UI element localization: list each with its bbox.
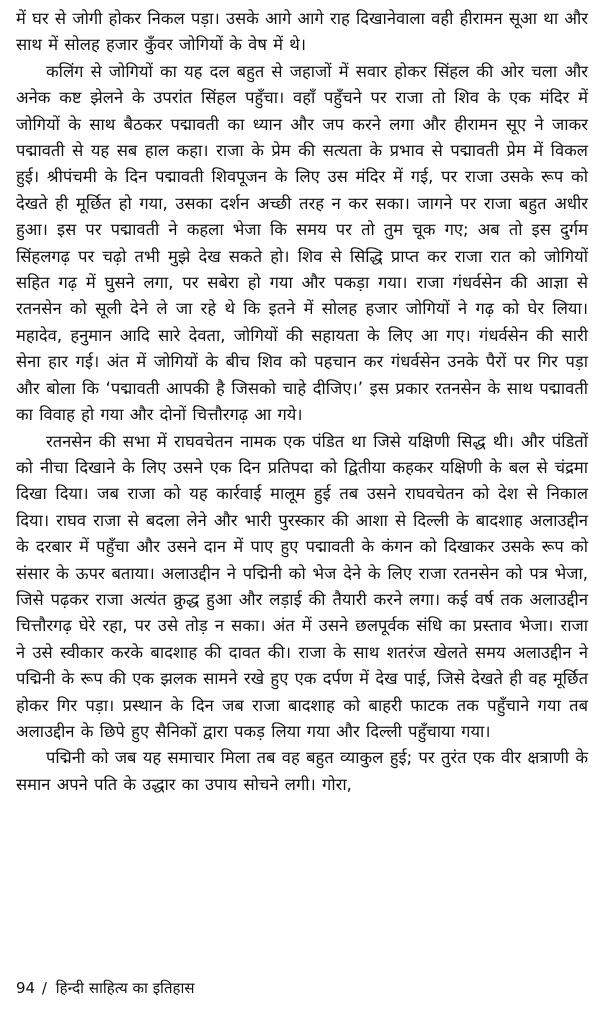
paragraph-continuation: में घर से जोगी होकर निकल पड़ा। उसके आगे आगे राह दिखानेवाला वही हीरामन सूआ था और साथ में सोलह हजार कुँवर जोगियों के वेष में थे। xyxy=(16,9,588,55)
page-number: 94 xyxy=(16,979,36,997)
paragraph-padmini: पद्मिनी को जब यह समाचार मिला तब वह बहुत व्याकुल हुई; पर तुरंत एक वीर क्षत्राणी के समान अपने पति के उद्धार का उपाय सोचने लगी। गोरा, xyxy=(16,748,588,794)
paragraph-kalinga-journey: कलिंग से जोगियों का यह दल बहुत से जहाजों में सवार होकर सिंहल की ओर चला और अनेक कष्ट झेलने के उपरांत सिंहल पहुँचा। वहाँ पहुँचने पर राजा तो शिव के एक मंदिर में जोगियों के साथ बैठकर पद्मावती का ध्यान और जप करने लगा और हीरामन सूए ने जाकर पद्मावती से यह सब हाल कहा। राजा के प्रेम की सत्यता के प्रभाव से पद्मावती प्रेम में विकल हुई। श्रीपंचमी के दिन पद्मावती शिवपूजन के लिए उस मंदिर में गई, पर राजा उसके रूप को देखते ही मूर्छित हो गया, उसका दर्शन अच्छी तरह न कर सका। जागने पर राजा बहुत अधीर हुआ। इस पर पद्मावती ने कहला भेजा कि समय पर तो तुम चूक गए; अब तो इस दुर्गम सिंहलगढ़ पर चढ़ो तभी मुझे देख सकते हो। शिव से सिद्धि प्राप्त कर राजा रात को जोगियों सहित गढ़ में घुसने लगा, पर सबेरा हो गया और पकड़ा गया। राजा गंधर्वसेन की आज्ञा से रतनसेन को सूली देने ले जा रहे थे कि इतने में सोलह हजार जोगियों ने गढ़ को घेर लिया। महादेव, हनुमान आदि सारे देवता, जोगियों की सहायता के लिए आ गए। गंधर्वसेन की सारी सेना हार गई। अंत में जोगियों के बीच शिव को पहचान कर गंधर्वसेन उनके पैरों पर गिर पड़ा और बोला कि ‘पद्मावती आपकी है जिसको चाहे दीजिए।’ इस प्रकार रतनसेन के साथ पद्मावती का विवाह हो गया और दोनों चित्तौरगढ़ आ गये। xyxy=(16,61,588,425)
paragraph-raghavchetan: रतनसेन की सभा में राघवचेतन नामक एक पंडित था जिसे यक्षिणी सिद्ध थी। और पंडितों को नीचा दिखाने के लिए उसने एक दिन प्रतिपदा को द्वितीया कहकर यक्षिणी के बल से चंद्रमा दिखा दिया। जब राजा को यह कार्रवाई मालूम हुई तब उसने राघवचेतन को देश से निकाल दिया। राघव राजा से बदला लेने और भारी पुरस्कार की आशा से दिल्ली के बादशाह अलाउद्दीन के दरबार में पहुँचा और उसने दान में पाए हुए पद्मावती के कंगन को दिखाकर उसके रूप को संसार के ऊपर बताया। अलाउद्दीन ने पद्मिनी को भेज देने के लिए राजा रतनसेन को पत्र भेजा, जिसे पढ़कर राजा अत्यंत क्रुद्ध हुआ और लड़ाई की तैयारी करने लगा। कई वर्ष तक अलाउद्दीन चित्तौरगढ़ घेरे रहा, पर उसे तोड़ न सका। अंत में उसने छलपूर्वक संधि का प्रस्ताव भेजा। राजा ने उसे स्वीकार करके बादशाह की दावत की। राजा के साथ शतरंज खेलते समय अलाउद्दीन ने पद्मिनी के रूप की एक झलक सामने रखे हुए एक दर्पण में देख पाई, जिसे देखते ही वह मूर्छित होकर गिर पड़ा। प्रस्थान के दिन जब राजा बादशाह को बाहरी फाटक तक पहुँचाने गया तब अलाउद्दीन के छिपे हुए सैनिकों द्वारा पकड़ लिया गया और दिल्ली पहुँचाया गया। xyxy=(16,431,588,741)
book-page xyxy=(16,6,588,1016)
footer-separator: / xyxy=(41,979,47,997)
book-title: हिन्दी साहित्य का इतिहास xyxy=(55,979,195,997)
page-footer xyxy=(16,978,194,998)
